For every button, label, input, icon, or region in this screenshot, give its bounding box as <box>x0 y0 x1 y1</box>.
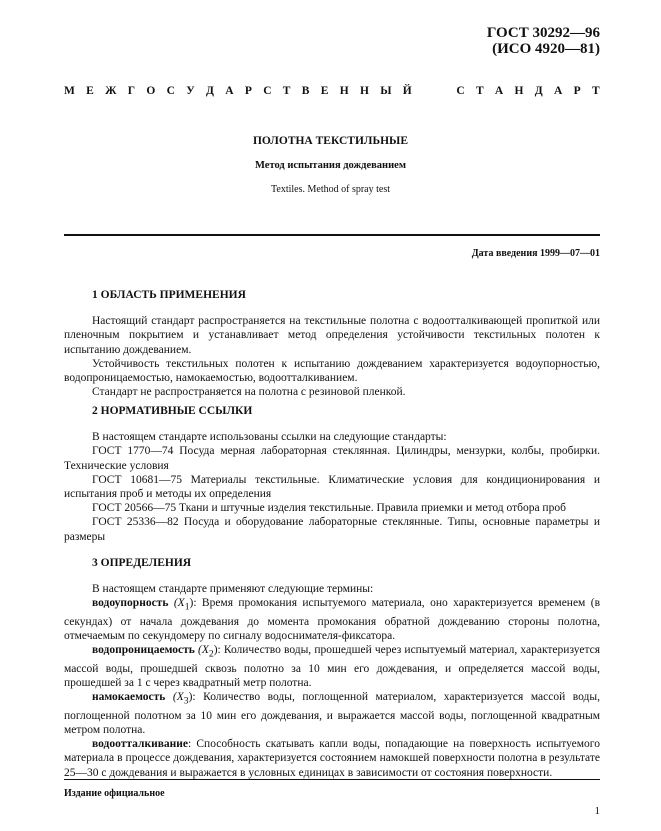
interstate-standard-banner <box>64 84 600 98</box>
banner-word-gap <box>423 84 445 98</box>
banner-letter: О <box>146 85 156 97</box>
reference-item: ГОСТ 1770—74 Посуда мерная лабораторная стеклянная. Цилиндры, мензурки, колбы, пробирки. Технические условия <box>64 445 600 472</box>
banner-letter: Е <box>320 85 329 97</box>
reference-item: ГОСТ 10681—75 Материалы текстильные. Климатические условия для кондиционирования и испытания проб и методы их определения <box>64 473 600 501</box>
section-heading: 2 НОРМАТИВНЫЕ ССЫЛКИ <box>92 405 253 417</box>
banner-letter: А <box>225 85 234 97</box>
banner-letter: Т <box>282 85 291 97</box>
banner-letter: Т <box>475 85 484 97</box>
term: водоупорность <box>92 597 169 610</box>
definition-water-repellency: водоотталкивание: Способность скатывать капли воды, попадающие на поверхность испытуемого материала в процессе дождевания, характеризуется состоянием намокшей поверхности полотна в результате 25—30 с дождевания и выражается в условных единицах в зависимости от состояния поверхности. <box>64 738 600 779</box>
banner-letter: А <box>494 85 504 97</box>
banner-letter: Т <box>591 85 600 97</box>
definition-water-permeability: водопроницаемость $(X_2)$: Количество воды, прошедшей через испытуемый материал, характеризуется массой воды, прошедшей сквозь полотно за 10 мин его дождевания, и определяется массой воды, прошедшей за 1 с через квадратный метр полотна. <box>64 644 601 690</box>
term: водоотталкивание <box>92 738 189 751</box>
banner-letter: Ж <box>105 85 117 97</box>
banner-letter: С <box>456 85 465 97</box>
introduction-date: Дата введения 1999—07—01 <box>471 248 600 259</box>
paragraph: Стандарт не распространяется на полотна с резиновой пленкой. <box>92 386 406 399</box>
english-title: Textiles. Method of spray test <box>271 184 390 195</box>
definition-wettability: намокаемость $(X_3)$: Количество воды, поглощенной материалом, характеризуется массой воды, поглощенной полотном за 10 мин его дождевания, и выражается массой воды, поглощенной квадратным метром полотна. <box>64 691 600 736</box>
banner-letter: Ы <box>380 85 392 97</box>
banner-letter: Н <box>339 85 349 97</box>
banner-letter: Н <box>514 85 524 97</box>
document-subtitle: Метод испытания дождеванием <box>255 160 406 171</box>
header-rule <box>64 234 600 236</box>
reference-item: ГОСТ 20566—75 Ткани и штучные изделия текстильные. Правила приемки и метод отбора проб <box>92 502 566 515</box>
section-normative-references <box>64 404 600 544</box>
banner-letter: Р <box>244 85 252 97</box>
banner-letter: М <box>64 85 75 97</box>
iso-number: (ИСО 4920—81) <box>492 41 600 57</box>
paragraph: В настоящем стандарте применяют следующие термины: <box>92 583 374 596</box>
banner-letter: Д <box>534 85 543 97</box>
term: намокаемость <box>92 691 166 704</box>
banner-letter: А <box>554 85 563 97</box>
term: водопроницаемость <box>92 644 195 657</box>
banner-letter: С <box>166 85 175 97</box>
gost-designation <box>487 25 600 57</box>
banner-letter: В <box>301 85 310 97</box>
banner-letter: У <box>186 85 195 97</box>
paragraph: Устойчивость текстильных полотен к испытанию дождеванием характеризуется водоупорностью, водопроницаемостью, намокаемостью, водоотталкиванием. <box>64 357 600 385</box>
definition-water-resistance: водоупорность $(X_1)$: Время промокания испытуемого материала, оно характеризуется временем (в секундах) от начала дождевания до момента промокания обратной дождеванию стороны полотна, отмечаемым по секундомеру по сигналу водоснимателя-фиксатора. <box>64 597 600 643</box>
gost-number: ГОСТ 30292—96 <box>486 25 600 41</box>
paragraph: В настоящем стандарте использованы ссылки на следующие стандарты: <box>92 431 447 444</box>
banner-letter: Н <box>359 85 369 97</box>
section-heading: 3 ОПРЕДЕЛЕНИЯ <box>92 557 192 569</box>
banner-letter: Р <box>573 85 581 97</box>
banner-letter: Е <box>86 85 94 97</box>
paragraph: Настоящий стандарт распространяется на текстильные полотна с водоотталкивающей пропиткой или пленочным покрытием и устанавливает метод определения устойчивости текстильных полотен к испытанию дождеванием. <box>64 315 600 356</box>
official-edition-note: Издание официальное <box>64 788 165 799</box>
reference-item: ГОСТ 25336—82 Посуда и оборудование лабораторные стеклянные. Типы, основные параметры и размеры <box>64 516 600 543</box>
section-scope <box>64 288 600 399</box>
document-title: ПОЛОТНА ТЕКСТИЛЬНЫЕ <box>252 135 409 147</box>
page-number: 1 <box>594 805 600 817</box>
banner-letter: Й <box>402 85 412 97</box>
banner-letter: Г <box>127 85 136 97</box>
banner-letter: С <box>263 85 272 97</box>
banner-letter: Д <box>206 85 214 97</box>
section-heading: 1 ОБЛАСТЬ ПРИМЕНЕНИЯ <box>92 289 246 301</box>
footer-rule <box>64 779 600 780</box>
section-definitions <box>64 556 600 780</box>
